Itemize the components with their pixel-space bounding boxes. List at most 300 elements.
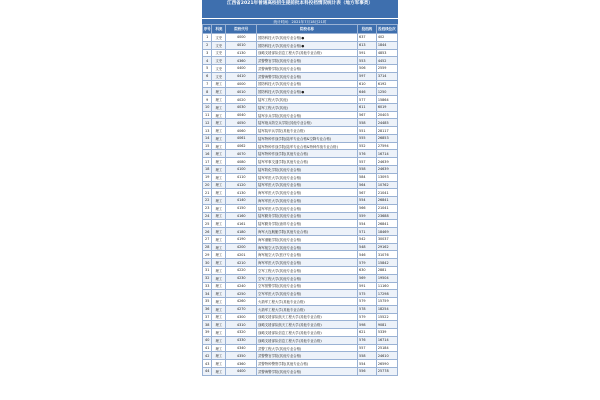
table-row: [203, 72, 398, 80]
header-cutoff-rank: 投档线位次: [376, 25, 397, 34]
table-row: [203, 360, 398, 368]
row-category: 理工: [212, 189, 226, 197]
row-school-code: 4190: [226, 235, 257, 243]
row-category: 理工: [212, 212, 226, 220]
row-cutoff-rank: 9081: [376, 321, 397, 329]
row-index: 18: [203, 166, 212, 174]
row-category: 理工: [212, 235, 226, 243]
table-row: [203, 313, 398, 321]
row-category: 理工: [212, 266, 226, 274]
row-school-code: 4150: [226, 204, 257, 212]
row-category: 理工: [212, 134, 226, 142]
row-category: 理工: [212, 220, 226, 228]
row-school-name: 海军航空大学(医疗专业合格): [257, 251, 358, 259]
row-cutoff-score: 598: [358, 321, 377, 329]
row-cutoff-score: 566: [358, 204, 377, 212]
table-row: [203, 103, 398, 111]
row-cutoff-score: 637: [358, 34, 377, 42]
table-row: [203, 142, 398, 150]
table-row: [203, 57, 398, 65]
row-cutoff-rank: 6192: [376, 80, 397, 88]
row-school-name: 陆军特种作战学院(陆军专业合格&特种作战专业合格): [257, 142, 358, 150]
row-school-code: 4180: [226, 228, 257, 236]
row-school-code: 4250: [226, 290, 257, 298]
row-index: 38: [203, 321, 212, 329]
row-school-code: 4062: [226, 142, 257, 150]
row-cutoff-rank: 26590: [376, 360, 397, 368]
table-row: [203, 173, 398, 181]
row-school-code: 4360: [226, 360, 257, 368]
row-school-code: 4161: [226, 220, 257, 228]
row-index: 34: [203, 290, 212, 298]
row-cutoff-rank: 2559: [376, 65, 397, 73]
row-school-name: 海军潜艇学院(其他专业合格): [257, 235, 358, 243]
row-category: 理工: [212, 352, 226, 360]
table-row: [203, 65, 398, 73]
row-index: 44: [203, 367, 212, 375]
table-row: [203, 119, 398, 127]
row-school-code: 4000: [226, 80, 257, 88]
row-cutoff-score: 597: [358, 72, 377, 80]
row-category: 理工: [212, 96, 226, 104]
row-cutoff-score: 567: [358, 189, 377, 197]
row-category: 理工: [212, 142, 226, 150]
row-school-code: 4130: [226, 49, 257, 57]
row-school-code: 4030: [226, 103, 257, 111]
row-school-code: 4130: [226, 189, 257, 197]
row-school-name: 陆军特种作战学院(陆军专业合格&空降专业合格): [257, 134, 358, 142]
row-cutoff-score: 558: [358, 166, 377, 174]
row-cutoff-rank: 1844: [376, 41, 397, 49]
row-cutoff-rank: 13093: [376, 173, 397, 181]
row-school-name: 海军航空大学(其他专业合格): [257, 243, 358, 251]
row-cutoff-rank: 20403: [376, 111, 397, 119]
row-index: 12: [203, 119, 212, 127]
row-cutoff-rank: 15842: [376, 259, 397, 267]
row-index: 23: [203, 204, 212, 212]
row-school-code: 4010: [226, 88, 257, 96]
row-cutoff-rank: 6019: [376, 103, 397, 111]
row-school-name: 战略支援部队信息工程大学(其他专业合格): [257, 329, 358, 337]
row-school-name: 空军预警学院(其他专业合格): [257, 282, 358, 290]
table-row: [203, 336, 398, 344]
row-school-code: 4410: [226, 72, 257, 80]
row-cutoff-rank: 5339: [376, 329, 397, 337]
row-cutoff-rank: 21041: [376, 189, 397, 197]
table-row: [203, 344, 398, 352]
row-category: 理工: [212, 336, 226, 344]
row-cutoff-rank: 19504: [376, 274, 397, 282]
row-category: 理工: [212, 181, 226, 189]
row-cutoff-rank: 16714: [376, 336, 397, 344]
row-cutoff-score: 556: [358, 367, 377, 375]
row-index: 33: [203, 282, 212, 290]
row-school-name: 陆军军医大学(其他专业合格): [257, 173, 358, 181]
row-cutoff-score: 569: [358, 274, 377, 282]
table-row: [203, 111, 398, 119]
row-cutoff-rank: 29162: [376, 243, 397, 251]
row-school-name: 武警工程大学(其他专业合格): [257, 344, 358, 352]
table-row: [203, 266, 398, 274]
table-row: [203, 282, 398, 290]
table-row: [203, 243, 398, 251]
row-school-code: 4300: [226, 313, 257, 321]
row-school-code: 4140: [226, 197, 257, 205]
row-cutoff-score: 576: [358, 336, 377, 344]
row-school-code: 4070: [226, 150, 257, 158]
row-index: 16: [203, 150, 212, 158]
row-school-name: 战略支援部队航天工程大学(其他专业合格): [257, 321, 358, 329]
row-school-code: 4110: [226, 173, 257, 181]
row-school-name: 战略支援部队信息工程大学(其他专业合格): [257, 49, 358, 57]
row-category: 理工: [212, 259, 226, 267]
row-school-code: 4120: [226, 181, 257, 189]
row-index: 27: [203, 235, 212, 243]
row-school-name: 陆军军医大学(其他专业合格): [257, 181, 358, 189]
table-subtitle: 统计时间：2021年7月18日21时: [202, 18, 398, 24]
row-cutoff-rank: 18254: [376, 305, 397, 313]
row-school-code: 4040: [226, 111, 257, 119]
row-school-name: 海军军医大学(其他专业合格): [257, 197, 358, 205]
row-category: 文史: [212, 34, 226, 42]
admission-table: [202, 24, 398, 376]
row-index: 4: [203, 57, 212, 65]
header-school-name: 院校名称: [257, 25, 358, 34]
row-cutoff-score: 611: [358, 103, 377, 111]
row-cutoff-rank: 18469: [376, 228, 397, 236]
row-school-name: 陆军勤务学院(其他专业合格): [257, 212, 358, 220]
row-category: 理工: [212, 204, 226, 212]
header-category: 科类: [212, 25, 226, 34]
table-row: [203, 181, 398, 189]
row-school-name: 陆军特种作战学院(其他专业合格): [257, 150, 358, 158]
row-category: 理工: [212, 173, 226, 181]
row-index: 6: [203, 72, 212, 80]
table-row: [203, 321, 398, 329]
table-row: [203, 34, 398, 42]
row-school-code: 4360: [226, 57, 257, 65]
row-school-code: 4160: [226, 212, 257, 220]
row-index: 7: [203, 80, 212, 88]
row-category: 理工: [212, 243, 226, 251]
table-row: [203, 212, 398, 220]
row-school-name: 国防科技大学(其他专业合格)●: [257, 88, 358, 96]
row-index: 28: [203, 243, 212, 251]
row-cutoff-score: 610: [358, 80, 377, 88]
row-category: 理工: [212, 228, 226, 236]
row-cutoff-score: 564: [358, 181, 377, 189]
row-school-code: 4320: [226, 329, 257, 337]
table-row: [203, 80, 398, 88]
table-row: [203, 367, 398, 375]
row-school-name: 武警海警学院(其他专业合格): [257, 65, 358, 73]
row-school-name: 空军工程大学(其他专业合格): [257, 274, 358, 282]
row-cutoff-score: 591: [358, 49, 377, 57]
row-school-name: 陆军炮兵防空兵学院(其他专业合格): [257, 119, 358, 127]
row-cutoff-score: 630: [358, 266, 377, 274]
row-cutoff-score: 557: [358, 158, 377, 166]
table-row: [203, 49, 398, 57]
row-school-name: 火箭军工程大学(其他专业合格): [257, 298, 358, 306]
row-index: 1: [203, 34, 212, 42]
table-row: [203, 220, 398, 228]
row-cutoff-rank: 24485: [376, 119, 397, 127]
row-index: 5: [203, 65, 212, 73]
row-category: 理工: [212, 313, 226, 321]
row-school-name: 国防科技大学(其他专业合格)●: [257, 34, 358, 42]
table-row: [203, 197, 398, 205]
row-school-name: 战略支援部队航天工程大学(其他专业合格): [257, 313, 358, 321]
row-school-code: 4310: [226, 321, 257, 329]
row-category: 理工: [212, 158, 226, 166]
row-school-name: 陆军军医大学(其他专业合格): [257, 204, 358, 212]
row-cutoff-rank: 15522: [376, 313, 397, 321]
row-cutoff-score: 554: [358, 360, 377, 368]
row-school-name: 武警特种警察学院(其他专业合格): [257, 360, 358, 368]
row-cutoff-rank: 25778: [376, 367, 397, 375]
row-cutoff-rank: 3714: [376, 72, 397, 80]
row-index: 42: [203, 352, 212, 360]
header-school-code: 院校代号: [226, 25, 257, 34]
row-cutoff-score: 552: [358, 142, 377, 150]
header-cutoff-score: 投档线: [358, 25, 377, 34]
row-school-name: 武警海警学院(其他专业合格): [257, 367, 358, 375]
table-row: [203, 251, 398, 259]
row-cutoff-score: 576: [358, 150, 377, 158]
row-cutoff-score: 613: [358, 41, 377, 49]
table-header-row: [203, 25, 398, 34]
row-school-name: 火箭军工程大学(其他专业合格): [257, 305, 358, 313]
row-school-code: 4061: [226, 134, 257, 142]
table-title: 江西省2021年普通高校招生提前批本科投档情况统计表（地方军事类）: [202, 0, 398, 18]
row-category: 理工: [212, 150, 226, 158]
row-school-code: 4340: [226, 344, 257, 352]
row-cutoff-rank: 31076: [376, 251, 397, 259]
table-row: [203, 274, 398, 282]
row-index: 32: [203, 274, 212, 282]
row-school-name: 武警警官学院(其他专业合格): [257, 352, 358, 360]
row-school-name: 战略支援部队信息工程大学(其他专业合格): [257, 336, 358, 344]
table-row: [203, 88, 398, 96]
row-index: 24: [203, 212, 212, 220]
row-school-name: 空军军医大学(其他专业合格): [257, 290, 358, 298]
row-category: 理工: [212, 298, 226, 306]
row-cutoff-score: 506: [358, 65, 377, 73]
row-school-code: 4210: [226, 259, 257, 267]
row-cutoff-rank: 30037: [376, 235, 397, 243]
row-category: 理工: [212, 127, 226, 135]
row-school-name: 陆军工程大学(其他): [257, 96, 358, 104]
table-row: [203, 290, 398, 298]
row-school-name: 国防科技大学(其他专业合格): [257, 80, 358, 88]
table-row: [203, 305, 398, 313]
row-index: 26: [203, 228, 212, 236]
row-index: 20: [203, 181, 212, 189]
table-row: [203, 204, 398, 212]
row-school-name: 武警警官学院(其他专业合格): [257, 57, 358, 65]
row-category: 文史: [212, 41, 226, 49]
row-cutoff-score: 548: [358, 243, 377, 251]
row-school-code: 4350: [226, 352, 257, 360]
row-cutoff-score: 621: [358, 329, 377, 337]
row-index: 39: [203, 329, 212, 337]
row-school-code: 4050: [226, 119, 257, 127]
row-index: 15: [203, 142, 212, 150]
row-category: 理工: [212, 251, 226, 259]
table-row: [203, 127, 398, 135]
row-school-code: 4000: [226, 34, 257, 42]
row-cutoff-rank: 24639: [376, 158, 397, 166]
row-cutoff-score: 557: [358, 344, 377, 352]
row-category: 理工: [212, 197, 226, 205]
row-cutoff-score: 575: [358, 290, 377, 298]
row-cutoff-score: 558: [358, 119, 377, 127]
row-school-name: 陆军步兵学院(其他专业合格): [257, 111, 358, 119]
row-index: 19: [203, 173, 212, 181]
row-category: 理工: [212, 111, 226, 119]
row-cutoff-score: 579: [358, 259, 377, 267]
row-index: 31: [203, 266, 212, 274]
row-category: 理工: [212, 119, 226, 127]
row-cutoff-score: 578: [358, 305, 377, 313]
row-index: 8: [203, 88, 212, 96]
row-index: 43: [203, 360, 212, 368]
table-row: [203, 150, 398, 158]
row-index: 25: [203, 220, 212, 228]
row-school-code: 4060: [226, 127, 257, 135]
row-index: 37: [203, 313, 212, 321]
row-school-name: 海军大连舰艇学院(其他专业合格): [257, 228, 358, 236]
row-category: 理工: [212, 282, 226, 290]
row-category: 理工: [212, 80, 226, 88]
row-category: 理工: [212, 360, 226, 368]
table-row: [203, 352, 398, 360]
row-school-name: 空军工程大学(其他专业合格): [257, 266, 358, 274]
row-cutoff-score: 567: [358, 111, 377, 119]
row-category: 理工: [212, 166, 226, 174]
row-school-code: 4400: [226, 367, 257, 375]
row-school-name: 武警海警学院(其他专业合格): [257, 72, 358, 80]
row-school-code: 4400: [226, 65, 257, 73]
row-index: 35: [203, 298, 212, 306]
row-cutoff-score: 558: [358, 352, 377, 360]
row-category: 理工: [212, 321, 226, 329]
row-cutoff-rank: 25184: [376, 344, 397, 352]
row-category: 理工: [212, 329, 226, 337]
row-cutoff-rank: 4853: [376, 49, 397, 57]
row-school-code: 4330: [226, 336, 257, 344]
row-category: 文史: [212, 72, 226, 80]
row-cutoff-rank: 4452: [376, 57, 397, 65]
row-school-code: 4240: [226, 282, 257, 290]
row-cutoff-score: 571: [358, 228, 377, 236]
table-row: [203, 96, 398, 104]
row-cutoff-score: 591: [358, 282, 377, 290]
row-category: 理工: [212, 305, 226, 313]
row-index: 30: [203, 259, 212, 267]
row-index: 36: [203, 305, 212, 313]
row-school-code: 4080: [226, 158, 257, 166]
row-cutoff-rank: 16714: [376, 150, 397, 158]
row-cutoff-score: 579: [358, 298, 377, 306]
admission-table-sheet: [202, 0, 398, 400]
row-school-code: 4270: [226, 305, 257, 313]
row-category: 文史: [212, 65, 226, 73]
row-school-code: 4010: [226, 41, 257, 49]
row-cutoff-rank: 24639: [376, 166, 397, 174]
row-school-name: 陆军防化学院(其他专业合格): [257, 166, 358, 174]
row-cutoff-rank: 15759: [376, 298, 397, 306]
row-cutoff-rank: 17298: [376, 290, 397, 298]
row-cutoff-score: 542: [358, 235, 377, 243]
row-index: 14: [203, 134, 212, 142]
row-category: 理工: [212, 344, 226, 352]
row-index: 3: [203, 49, 212, 57]
row-cutoff-score: 555: [358, 134, 377, 142]
row-school-code: 4260: [226, 298, 257, 306]
row-school-name: 海军军医大学(其他专业合格): [257, 259, 358, 267]
row-category: 理工: [212, 88, 226, 96]
table-row: [203, 41, 398, 49]
row-index: 11: [203, 111, 212, 119]
row-cutoff-score: 546: [358, 251, 377, 259]
row-cutoff-rank: 21041: [376, 204, 397, 212]
row-cutoff-score: 584: [358, 173, 377, 181]
row-cutoff-rank: 10762: [376, 181, 397, 189]
row-cutoff-rank: 2881: [376, 266, 397, 274]
row-cutoff-score: 577: [358, 96, 377, 104]
row-index: 29: [203, 251, 212, 259]
row-cutoff-rank: 15864: [376, 96, 397, 104]
table-row: [203, 329, 398, 337]
row-index: 40: [203, 336, 212, 344]
table-row: [203, 158, 398, 166]
row-index: 41: [203, 344, 212, 352]
row-index: 9: [203, 96, 212, 104]
row-school-name: 陆军军事交通学院(其他专业合格): [257, 158, 358, 166]
row-cutoff-score: 551: [358, 127, 377, 135]
row-category: 理工: [212, 274, 226, 282]
row-cutoff-rank: 26841: [376, 197, 397, 205]
row-cutoff-rank: 1250: [376, 88, 397, 96]
row-school-name: 国防科技大学(其他专业合格)●: [257, 41, 358, 49]
row-school-name: 陆军勤务学院(油料专业合格): [257, 220, 358, 228]
row-category: 理工: [212, 103, 226, 111]
row-index: 2: [203, 41, 212, 49]
table-row: [203, 166, 398, 174]
row-cutoff-score: 579: [358, 313, 377, 321]
row-cutoff-score: 553: [358, 57, 377, 65]
row-school-code: 4220: [226, 266, 257, 274]
row-school-name: 海军军医大学(其他专业合格): [257, 189, 358, 197]
row-index: 22: [203, 197, 212, 205]
row-category: 理工: [212, 367, 226, 375]
row-school-code: 4020: [226, 96, 257, 104]
row-cutoff-rank: 26853: [376, 134, 397, 142]
row-cutoff-rank: 27594: [376, 142, 397, 150]
row-category: 文史: [212, 49, 226, 57]
row-index: 17: [203, 158, 212, 166]
row-index: 10: [203, 103, 212, 111]
table-row: [203, 134, 398, 142]
row-school-code: 4230: [226, 274, 257, 282]
row-index: 21: [203, 189, 212, 197]
row-school-code: 4201: [226, 251, 257, 259]
row-cutoff-score: 646: [358, 88, 377, 96]
row-school-code: 4200: [226, 243, 257, 251]
row-cutoff-rank: 11160: [376, 282, 397, 290]
table-row: [203, 298, 398, 306]
